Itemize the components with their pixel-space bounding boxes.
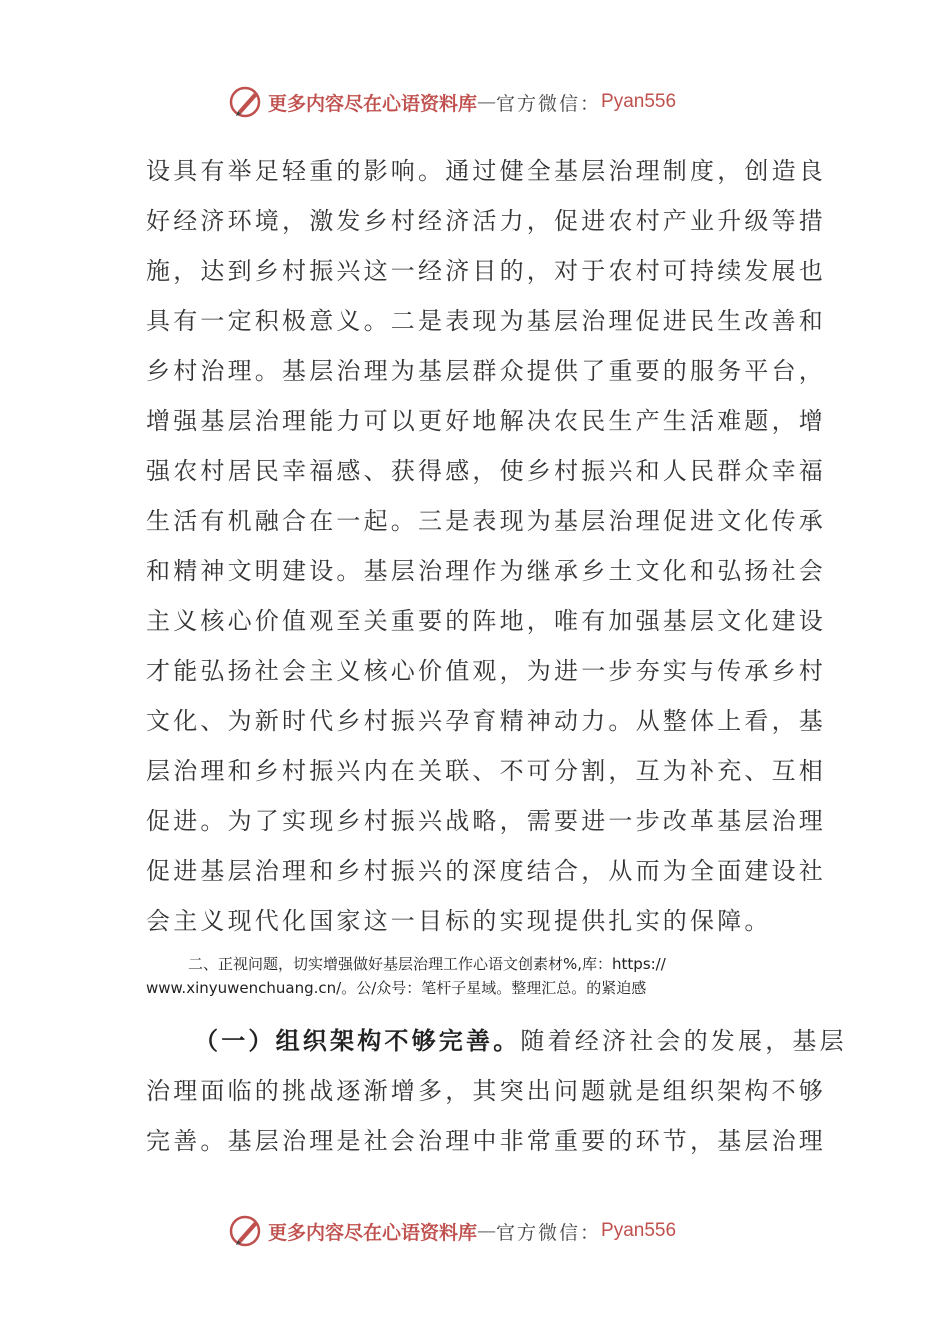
text-line: 施，达到乡村振兴这一经济目的，对于农村可持续发展也 bbox=[146, 257, 826, 285]
banner-wechat-id: Pyan556 bbox=[601, 91, 677, 112]
footer-banner bbox=[228, 1211, 748, 1251]
section-heading-small bbox=[146, 952, 814, 1000]
pen-logo-icon bbox=[228, 84, 264, 120]
banner-wechat-id: Pyan556 bbox=[601, 1220, 677, 1241]
text-line: 主义核心价值观至关重要的阵地，唯有加强基层文化建设 bbox=[146, 607, 826, 635]
banner-title: 更多内容尽在心语资料库 bbox=[268, 1221, 478, 1244]
text-line: 层治理和乡村振兴内在关联、不可分割，互为补充、互相 bbox=[146, 757, 826, 785]
small-heading-line: www.xinyuwenchuang.cn/。公/众号：笔杆子星域。整理汇总。的紧迫感 bbox=[146, 979, 647, 997]
small-heading-line: 二、正视问题，切实增强做好基层治理工作心语文创素材%,库：https:// bbox=[188, 955, 666, 973]
text-line: 好经济环境，激发乡村经济活力，促进农村产业升级等措 bbox=[146, 207, 826, 235]
text-line: 促进。为了实现乡村振兴战略，需要进一步改革基层治理 bbox=[146, 807, 826, 835]
banner-wechat-label: 官方微信： bbox=[496, 1221, 602, 1244]
text-line: 才能弘扬社会主义核心价值观，为进一步夯实与传承乡村 bbox=[146, 657, 826, 685]
text-line: 会主义现代化国家这一目标的实现提供扎实的保障。 bbox=[146, 907, 772, 935]
text-line: 完善。基层治理是社会治理中非常重要的环节，基层治理 bbox=[146, 1127, 826, 1155]
body-paragraph bbox=[146, 146, 826, 946]
pen-logo-icon bbox=[228, 1213, 264, 1249]
text-line: 强农村居民幸福感、获得感，使乡村振兴和人民群众幸福 bbox=[146, 457, 826, 485]
header-banner bbox=[228, 82, 748, 122]
text-line: 治理面临的挑战逐渐增多，其突出问题就是组织架构不够 bbox=[146, 1077, 826, 1105]
text-line: 和精神文明建设。基层治理作为继承乡土文化和弘扬社会 bbox=[146, 557, 826, 585]
text-line: 具有一定积极意义。二是表现为基层治理促进民生改善和 bbox=[146, 307, 826, 335]
text-line: 生活有机融合在一起。三是表现为基层治理促进文化传承 bbox=[146, 507, 826, 535]
subsection-title: （一）组织架构不够完善。 bbox=[194, 1026, 521, 1055]
text-line: 设具有举足轻重的影响。通过健全基层治理制度，创造良 bbox=[146, 157, 826, 185]
banner-wechat-label: 官方微信： bbox=[496, 92, 602, 115]
text-line: 文化、为新时代乡村振兴孕育精神动力。从整体上看，基 bbox=[146, 707, 826, 735]
subsection-paragraph bbox=[146, 1016, 847, 1166]
subsection-text: 随着经济社会的发展，基层 bbox=[520, 1027, 847, 1055]
text-line: 促进基层治理和乡村振兴的深度结合，从而为全面建设社 bbox=[146, 857, 826, 885]
text-line bbox=[146, 1016, 847, 1066]
banner-dash: — bbox=[477, 1220, 497, 1242]
text-line: 乡村治理。基层治理为基层群众提供了重要的服务平台， bbox=[146, 357, 826, 385]
banner-dash: — bbox=[477, 91, 497, 113]
text-line: 增强基层治理能力可以更好地解决农民生产生活难题，增 bbox=[146, 407, 826, 435]
banner-title: 更多内容尽在心语资料库 bbox=[268, 92, 478, 115]
